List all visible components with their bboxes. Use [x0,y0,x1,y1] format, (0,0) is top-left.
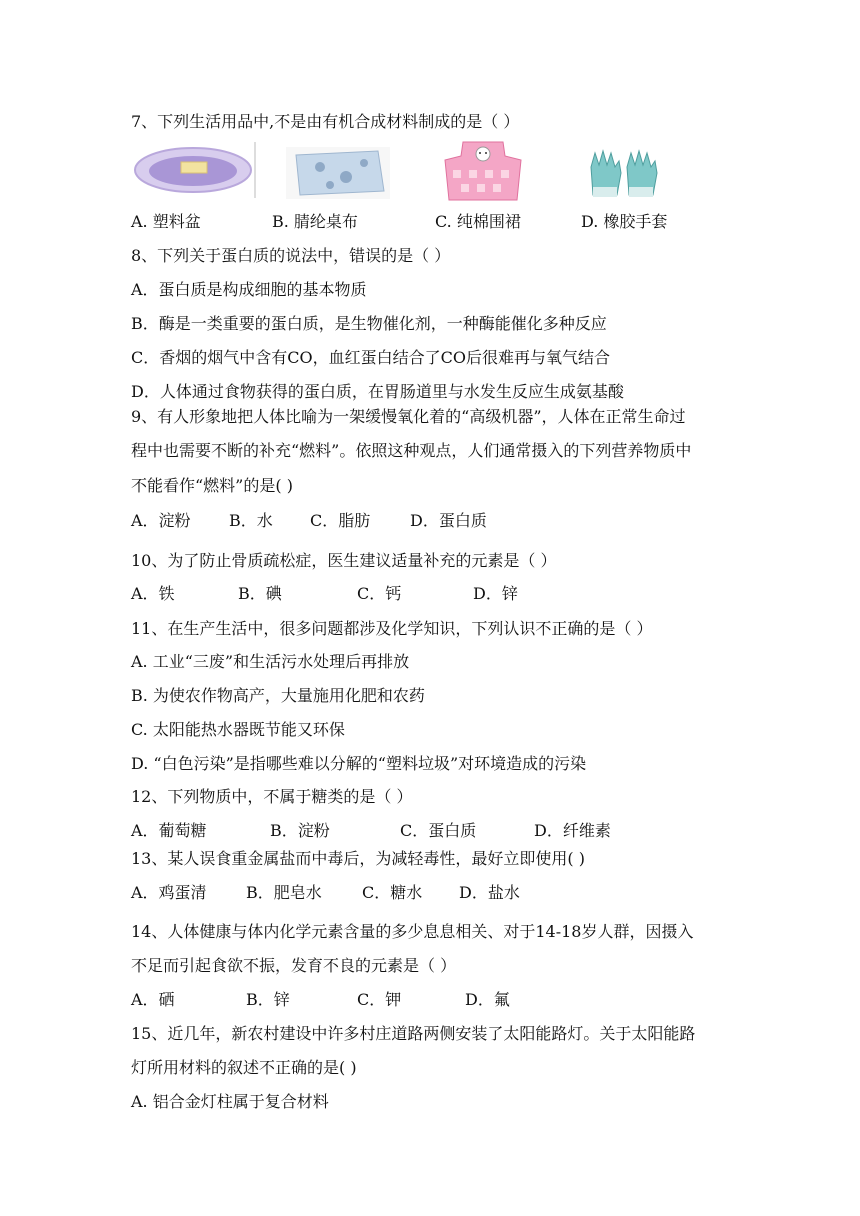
q8-option-b: B．酶是一类重要的蛋白质，是生物催化剂，一种酶能催化多种反应 [131,314,607,333]
q13-option-b: B．肥皂水 [246,883,322,902]
question-15-line-1: 15、近几年，新农村建设中许多村庄道路两侧安装了太阳能路灯。关于太阳能路 [131,1024,696,1043]
q10-option-a: A．铁 [131,584,175,603]
q13-option-d: D．盐水 [459,883,520,902]
q12-option-d: D．纤维素 [534,821,611,840]
q14-option-d: D．氟 [465,990,510,1009]
q7-option-a: A. 塑料盆 [131,212,201,231]
q9-option-a: A．淀粉 [131,511,191,530]
question-14-line-2: 不足而引起食欲不振，发育不良的元素是（ ） [131,956,457,975]
q12-option-a: A．葡萄糖 [131,821,207,840]
q14-option-b: B．锌 [246,990,290,1009]
question-10-stem: 10、为了防止骨质疏松症，医生建议适量补充的元素是（ ） [131,551,557,570]
q8-option-c: C．香烟的烟气中含有CO，血红蛋白结合了CO后很难再与氧气结合 [131,348,610,367]
q12-option-c: C．蛋白质 [400,821,477,840]
q11-option-b: B. 为使农作物高产，大量施用化肥和农药 [131,686,425,705]
rubber-gloves-image [585,147,669,199]
question-7-stem: 7、下列生活用品中,不是由有机合成材料制成的是（ ） [131,112,520,131]
q14-option-c: C．钾 [357,990,402,1009]
q13-option-c: C．糖水 [362,883,423,902]
q11-option-c: C. 太阳能热水器既节能又环保 [131,720,345,739]
question-14-line-1: 14、人体健康与体内化学元素含量的多少息息相关、对于14-18岁人群，因摄入 [131,922,694,941]
q12-option-b: B．淀粉 [270,821,330,840]
acrylic-tablecloth-image [286,147,390,199]
q11-option-a: A. 工业“三废”和生活污水处理后再排放 [131,652,410,671]
q10-option-d: D．锌 [473,584,518,603]
q13-option-a: A．鸡蛋清 [131,883,207,902]
q9-option-d: D．蛋白质 [410,511,487,530]
q7-option-d: D. 橡胶手套 [581,212,668,231]
question-11-stem: 11、在生产生活中，很多问题都涉及化学知识，下列认识不正确的是（ ） [131,619,653,638]
plastic-basin-image [131,140,259,200]
question-15-line-2: 灯所用材料的叙述不正确的是( ) [131,1058,357,1077]
q10-option-c: C．钙 [357,584,402,603]
q7-option-c: C. 纯棉围裙 [435,212,521,231]
q8-option-d: D．人体通过食物获得的蛋白质，在胃肠道里与水发生反应生成氨基酸 [131,382,624,401]
question-13-stem: 13、某人误食重金属盐而中毒后，为减轻毒性，最好立即使用( ) [131,849,585,868]
q8-option-a: A．蛋白质是构成细胞的基本物质 [131,280,367,299]
question-12-stem: 12、下列物质中，不属于糖类的是（ ） [131,787,413,806]
q7-option-b: B. 腈纶桌布 [272,212,358,231]
q9-option-c: C．脂肪 [310,511,371,530]
cotton-apron-image [433,140,533,202]
q11-option-d: D. “白色污染”是指哪些难以分解的“塑料垃圾”对环境造成的污染 [131,754,587,773]
q10-option-b: B．碘 [238,584,282,603]
q9-option-b: B．水 [229,511,273,530]
q15-option-a: A. 铝合金灯柱属于复合材料 [131,1092,329,1111]
question-9-line-2: 程中也需要不断的补充“燃料”。依照这种观点，人们通常摄入的下列营养物质中 [131,441,692,460]
q14-option-a: A．硒 [131,990,175,1009]
question-9-line-3: 不能看作“燃料”的是( ) [131,476,293,495]
question-8-stem: 8、下列关于蛋白质的说法中，错误的是（ ） [131,246,451,265]
question-9-line-1: 9、有人形象地把人体比喻为一架缓慢氧化着的“高级机器”，人体在正常生命过 [131,407,686,426]
